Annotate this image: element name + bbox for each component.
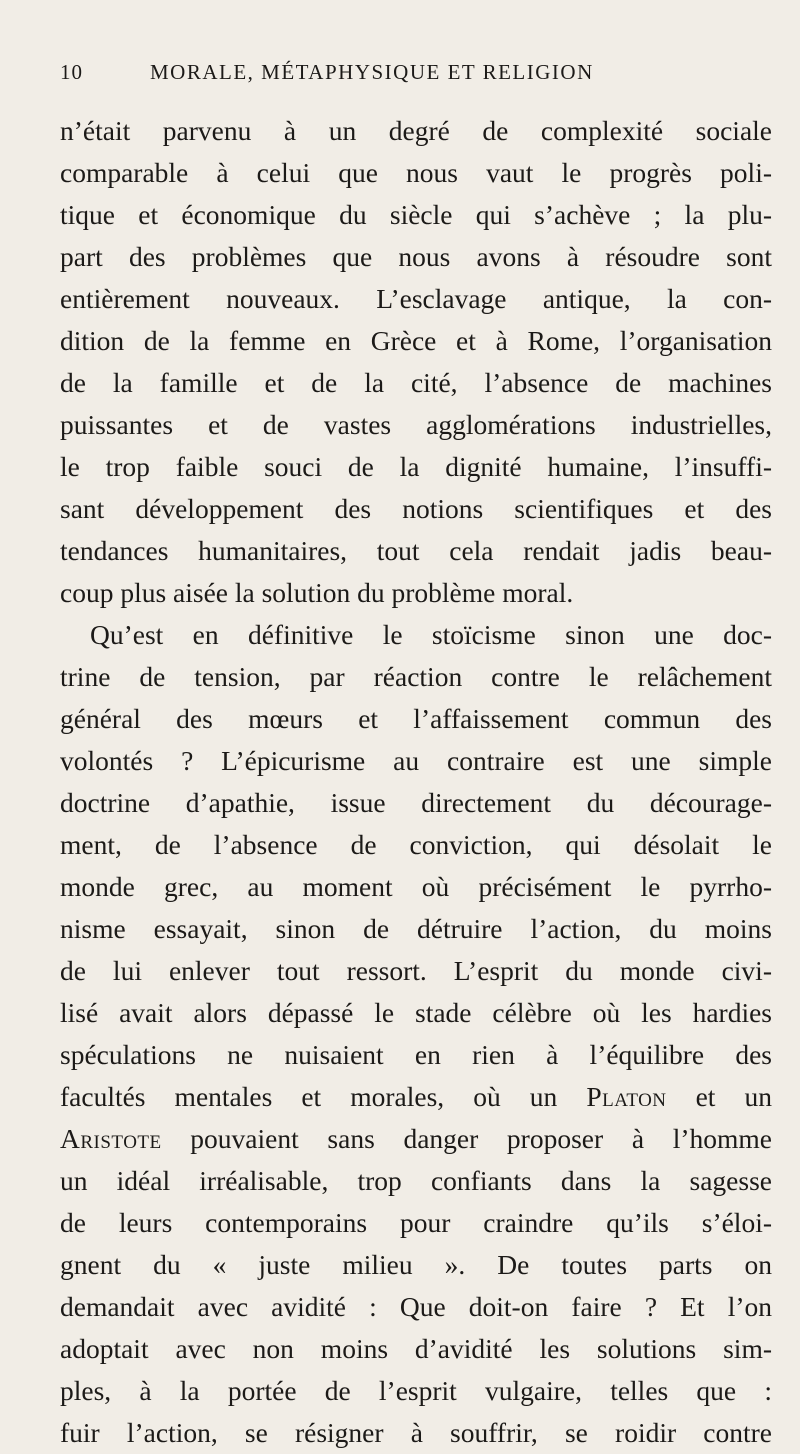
text-line: monde grec, au moment où précisément le pyrrho- (60, 871, 772, 902)
text-line (60, 1076, 772, 1118)
text-line: ples, à la portée de l’esprit vulgaire, telles que : (60, 1375, 772, 1406)
text-line: sant développement des notions scientifiques et des (60, 493, 772, 524)
line-segment: pouvaient sans danger proposer à l’homme (161, 1123, 772, 1154)
text-line: part des problèmes que nous avons à résoudre sont (60, 241, 772, 272)
text-line: général des mœurs et l’affaissement commun des (60, 703, 772, 734)
text-line: nisme essayait, sinon de détruire l’action, du moins (60, 913, 772, 944)
body-text (60, 110, 772, 1454)
text-line: spéculations ne nuisaient en rien à l’équilibre des (60, 1039, 772, 1070)
name-aristote: Aristote (60, 1123, 162, 1154)
text-line: entièrement nouveaux. L’esclavage antique, la con- (60, 283, 772, 314)
text-line: de la famille et de la cité, l’absence de machines (60, 367, 772, 398)
text-line: trine de tension, par réaction contre le relâchement (60, 661, 772, 692)
running-title: MORALE, MÉTAPHYSIQUE ET RELIGION (150, 60, 594, 84)
text-line: fuir l’action, se résigner à souffrir, se roidir contre (60, 1417, 772, 1448)
text-line: tendances humanitaires, tout cela rendait jadis beau- (60, 535, 772, 566)
line-segment: facultés mentales et morales, où un (60, 1081, 587, 1112)
text-line: ment, de l’absence de conviction, qui désolait le (60, 829, 772, 860)
line-segment: et un (666, 1081, 772, 1112)
text-line: adoptait avec non moins d’avidité les solutions sim- (60, 1333, 772, 1364)
text-line: volontés ? L’épicurisme au contraire est une simple (60, 745, 772, 776)
text-line: de lui enlever tout ressort. L’esprit du monde civi- (60, 955, 772, 986)
text-line: lisé avait alors dépassé le stade célèbre où les hardies (60, 997, 772, 1028)
text-line: puissantes et de vastes agglomérations industrielles, (60, 409, 772, 440)
text-line: coup plus aisée la solution du problème moral. (60, 577, 574, 608)
text-line: comparable à celui que nous vaut le progrès poli- (60, 157, 772, 188)
text-line: doctrine d’apathie, issue directement du décourage- (60, 787, 772, 818)
text-line: un idéal irréalisable, trop confiants dans la sagesse (60, 1165, 772, 1196)
text-line: tique et économique du siècle qui s’achève ; la plu- (60, 199, 772, 230)
paragraph-start-line: Qu’est en définitive le stoïcisme sinon une doc- (90, 619, 772, 650)
text-line: demandait avec avidité : Que doit-on faire ? Et l’on (60, 1291, 772, 1322)
text-line: gnent du « juste milieu ». De toutes parts on (60, 1249, 772, 1280)
text-line: le trop faible souci de la dignité humaine, l’insuffi- (60, 451, 772, 482)
page-number: 10 (60, 60, 83, 84)
text-line: de leurs contemporains pour craindre qu’ils s’éloi- (60, 1207, 772, 1238)
name-platon: Platon (586, 1081, 667, 1112)
text-line: n’était parvenu à un degré de complexité sociale (60, 115, 772, 146)
text-line: dition de la femme en Grèce et à Rome, l’organisation (60, 325, 772, 356)
text-line (60, 1118, 772, 1160)
running-header (60, 60, 770, 94)
